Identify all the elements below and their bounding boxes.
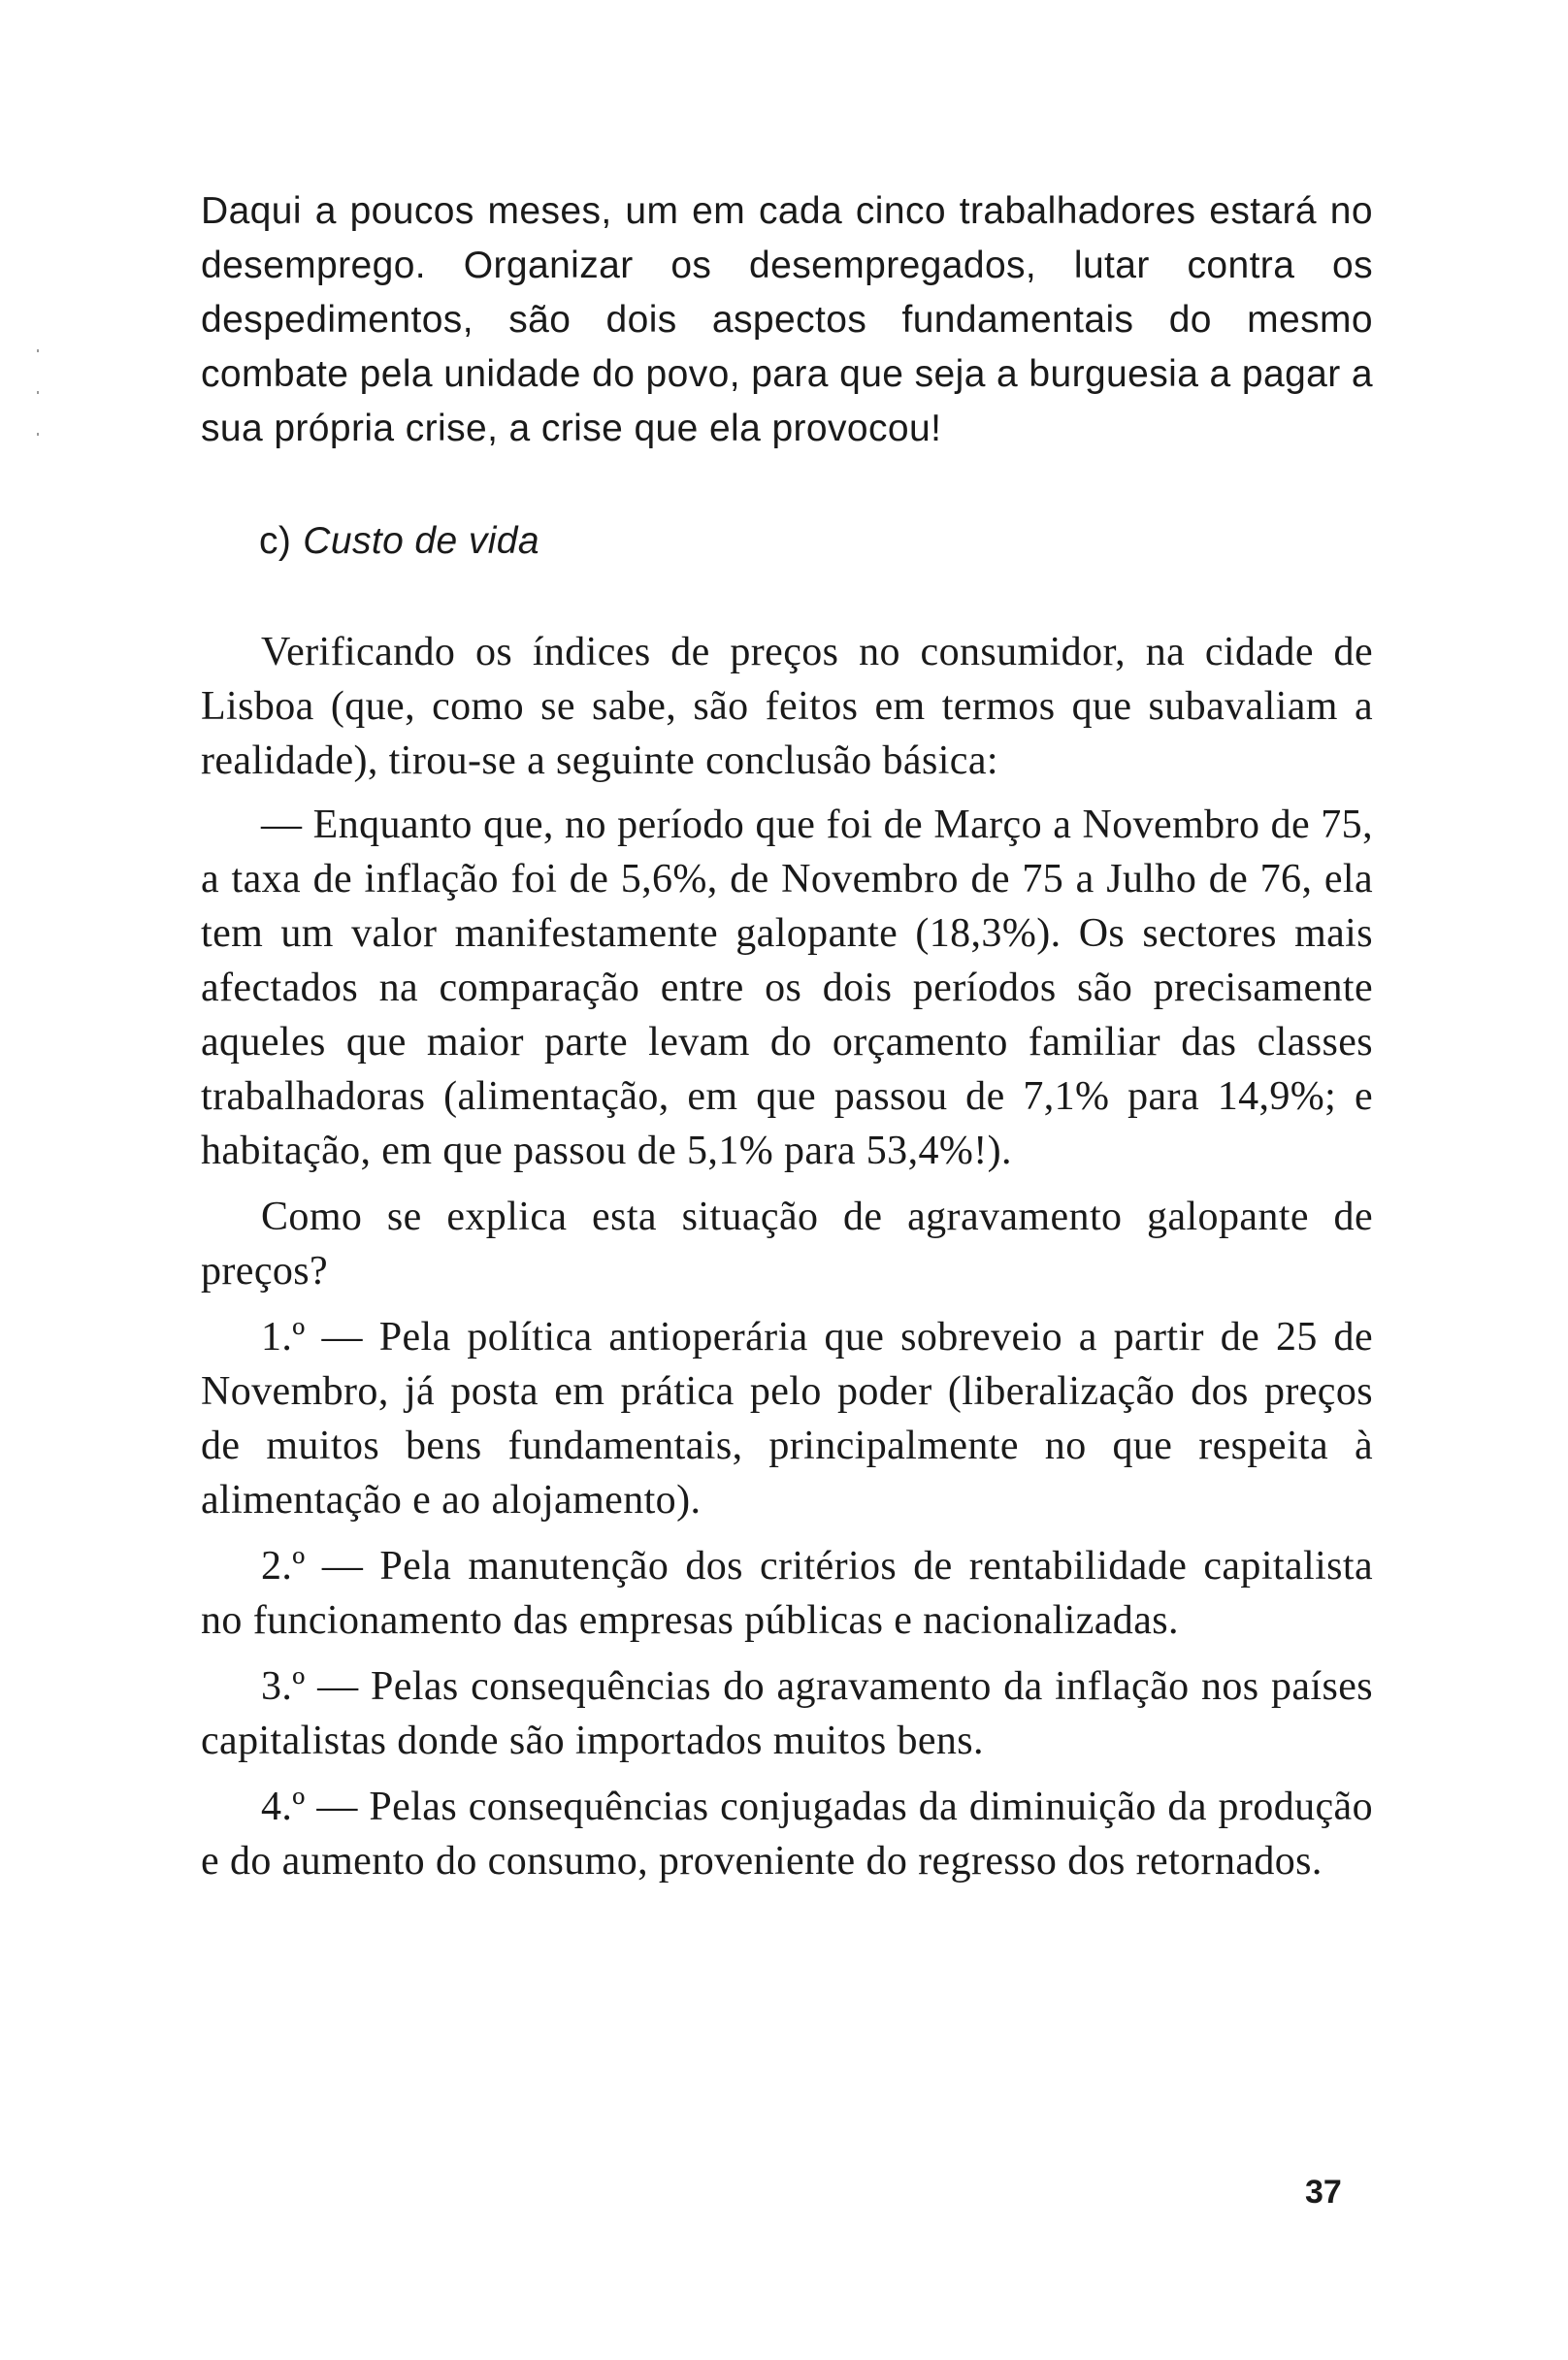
paragraph-inflation: — Enquanto que, no período que foi de Março a Novembro de 75, a taxa de inflação foi de 5,6%, de Novembro de 75 a Julho de 76, ela tem um valor manifestamente galopante (18,3%). Os sectores mais afectados na comparação entre os dois períodos são precisamente aqueles que maior parte levam do orçamento familiar das classes trabalhadoras (alimentação, em que passou de 7,1% para 14,9%; e habitação, em que passou de 5,1% para 53,4%!). (201, 803, 1373, 1173)
page-number: 37 (1305, 2174, 1342, 2211)
section-heading (259, 514, 1373, 569)
margin-mark (37, 349, 39, 352)
reason-item-3: 3.º — Pelas consequências do agravamento da inflação nos países capitalistas donde são importados muitos bens. (201, 1664, 1373, 1763)
paragraph-question: Como se explica esta situação de agravamento galopante de preços? (201, 1195, 1373, 1294)
margin-mark (37, 433, 39, 436)
paragraph-prices-intro: Verificando os índices de preços no consumidor, na cidade de Lisboa (que, como se sabe, são feitos em termos que subavaliam a realidade), tirou-se a seguinte conclusão básica: (201, 630, 1373, 783)
paragraph-unemployment: Daqui a poucos meses, um em cada cinco trabalhadores estará no desemprego. Organizar os desempregados, lutar contra os despedimentos, são dois aspectos fundamentais do mesmo combate pela unidade do povo, para que seja a burguesia a pagar a sua própria crise, a crise que ela provocou! (201, 190, 1373, 449)
section-title: Custo de vida (303, 520, 539, 562)
reason-item-2: 2.º — Pela manutenção dos critérios de rentabilidade capitalista no funcionamento das empresas públicas e nacionalizadas. (201, 1544, 1373, 1643)
page-body (201, 184, 1373, 1888)
margin-mark (37, 391, 39, 394)
cost-of-living-section (201, 625, 1373, 1888)
margin-marks (37, 349, 43, 466)
reason-item-4: 4.º — Pelas consequências conjugadas da diminuição da produção e do aumento do consumo, proveniente do regresso dos retornados. (201, 1785, 1373, 1884)
reason-item-1: 1.º — Pela política antioperária que sobreveio a partir de 25 de Novembro, já posta em prática pelo poder (liberalização dos preços de muitos bens fundamentais, principalmente no que respeita à alimentação e ao alojamento). (201, 1315, 1373, 1523)
section-letter: c) (259, 520, 292, 562)
